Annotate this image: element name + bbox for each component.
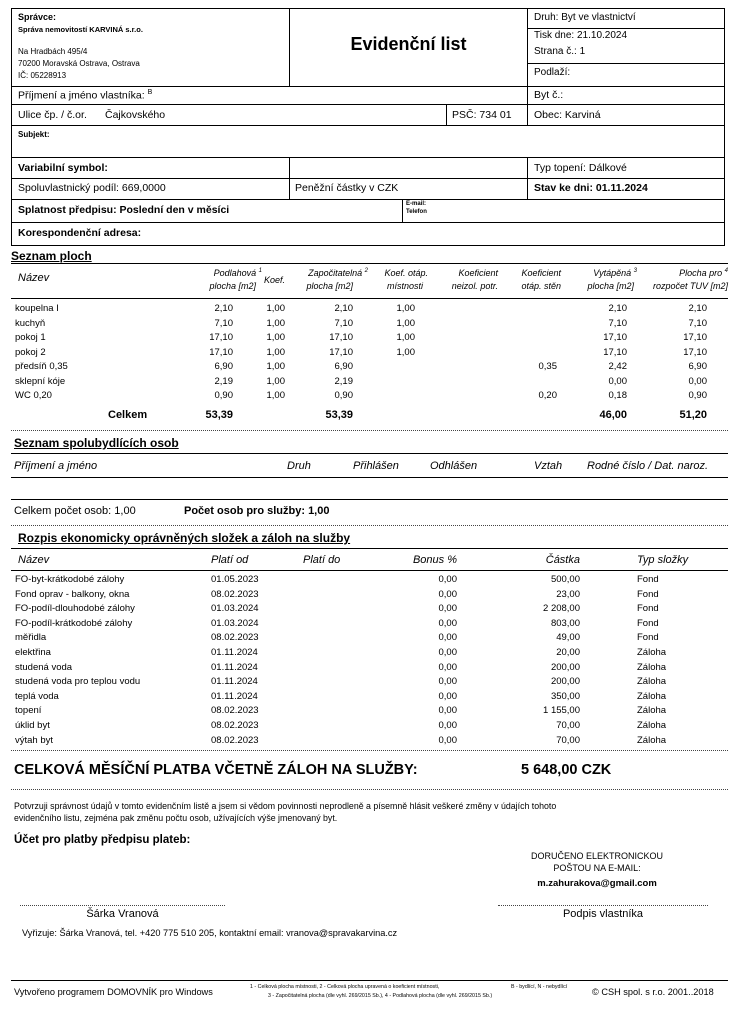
cell-service-name: FO-byt-krátkodobé zálohy: [15, 574, 125, 585]
cell-counted-area: 6,90: [334, 361, 353, 372]
services-row: [0, 704, 738, 719]
cell-floor-area: 17,10: [209, 346, 233, 358]
col-noninsulated-coef-1: Koeficient: [458, 268, 498, 278]
services-section-title: Rozpis ekonomicky oprávněných složek a záloh na služby: [18, 531, 351, 545]
cell-service-name: studená voda: [15, 661, 73, 673]
services-row: [0, 617, 738, 632]
cell-name: pokoj 1: [15, 332, 46, 343]
col-person-type: Druh: [287, 460, 311, 472]
areas-total-row: [0, 407, 738, 425]
services-row: [0, 602, 738, 617]
page-number: Strana č.: 1: [534, 46, 586, 57]
confirmation-line-2: evidenčního listu, zejména pak změnu počtu osob, užívajících výše jmenovaný byt.: [14, 813, 338, 823]
areas-row: [0, 375, 738, 390]
state-date: Stav ke dni: 01.11.2024: [534, 182, 648, 194]
occupants-section-title: Seznam spolubydlících osob: [14, 436, 179, 450]
col-tuv-area-2: rozpočet TUV [m2]: [652, 281, 728, 291]
cell-name: pokoj 2: [15, 346, 46, 358]
cell-name: předsíň 0,35: [15, 361, 68, 372]
cell-counted-area: 0,90: [334, 390, 353, 401]
cell-heated-area: 2,42: [608, 361, 627, 372]
services-row: [0, 588, 738, 603]
areas-table-header: [0, 266, 738, 298]
copyright: © CSH spol. s r.o. 2001..2018: [592, 987, 714, 997]
payment-account-label: Účet pro platby předpisu plateb:: [14, 834, 191, 846]
cell-bonus: 0,00: [438, 617, 457, 629]
cell-coef: 1,00: [266, 346, 285, 358]
cell-name: koupelna I: [15, 303, 59, 314]
cell-item-type: Záloha: [637, 705, 667, 717]
total-payment-value: 5 648,00 CZK: [521, 762, 612, 778]
col-relation: Vztah: [534, 460, 563, 472]
spravce-label: Správce:: [18, 12, 57, 22]
cell-valid-from: 01.03.2024: [211, 603, 259, 615]
cell-valid-from: 01.11.2024: [211, 647, 258, 658]
occupants-header: [0, 458, 738, 474]
col-heated-area-1: Vytápěná $^3$: [593, 268, 637, 278]
footnote-1: 1 - Celková plocha místnosti, 2 - Celková plocha upravená o koeficient místnosti,: [250, 984, 440, 990]
cell-bonus: 0,00: [438, 720, 457, 731]
cell-item-type: Záloha: [637, 661, 667, 673]
cell-counted-area: 2,19: [334, 375, 353, 387]
col-heating-coef-1: Koef. otáp.: [384, 268, 428, 278]
cell-floor-area: 2,19: [214, 375, 233, 387]
areas-total-counted: 53,39: [325, 409, 353, 421]
cell-amount: 23,00: [556, 588, 580, 600]
cell-valid-from: 08.02.2023: [211, 720, 259, 731]
cell-item-type: Záloha: [637, 720, 667, 731]
page-title: Evidenční list: [350, 34, 467, 54]
cell-heated-area: 0,18: [608, 390, 627, 401]
cell-valid-from: 08.02.2023: [211, 632, 259, 644]
col-wall-coef-2: otáp. stěn: [521, 281, 561, 291]
areas-row: [0, 389, 738, 404]
services-row: [0, 661, 738, 676]
col-noninsulated-coef-2: neizol. potr.: [451, 281, 498, 291]
areas-row: [0, 331, 738, 346]
delivery-email: m.zahurakova@gmail.com: [537, 878, 657, 889]
col-tuv-area-1: Plocha pro $^4$: [679, 268, 728, 278]
cell-wall-coef: 0,35: [538, 361, 557, 372]
cell-heated-area: 17,10: [603, 346, 627, 358]
tisk-date: Tisk dne: 21.10.2024: [534, 30, 628, 41]
col-birth-number: Rodné číslo / Dat. naroz.: [587, 460, 709, 472]
signer-name: Šárka Vranová: [86, 908, 159, 920]
areas-total-heated: 46,00: [599, 409, 627, 421]
cell-coef: 1,00: [266, 332, 285, 343]
owner-type-sup: B: [147, 89, 153, 96]
col-valid-to: Platí do: [303, 554, 341, 566]
cell-valid-from: 01.11.2024: [211, 690, 258, 702]
occupants-for-services: Počet osob pro služby: 1,00: [184, 505, 330, 517]
cell-item-type: Fond: [637, 574, 659, 585]
cell-heated-area: 2,10: [608, 303, 627, 314]
cell-heating-coef: 1,00: [396, 303, 415, 314]
cell-heating-coef: 1,00: [396, 346, 415, 358]
cell-bonus: 0,00: [438, 647, 457, 658]
cell-bonus: 0,00: [438, 632, 457, 644]
services-row: [0, 631, 738, 646]
occupants-total: Celkem počet osob: 1,00: [14, 505, 136, 517]
cell-heating-coef: 1,00: [396, 317, 415, 329]
col-floor-area-2: plocha [m2]: [209, 281, 256, 291]
spravce-name: Správa nemovitostí KARVINÁ s.r.o.: [18, 25, 143, 34]
cell-heated-area: 17,10: [603, 332, 627, 343]
cell-bonus: 0,00: [438, 603, 457, 615]
cell-bonus: 0,00: [438, 734, 457, 746]
services-row: [0, 646, 738, 661]
delivered-electronically-2: POŠTOU NA E-MAIL:: [553, 863, 641, 873]
footnote-owner-types: B - bydlící, N - nebydlící: [511, 984, 568, 990]
services-row: [0, 719, 738, 734]
due-date-rule: Splatnost předpisu: Poslední den v měsíci: [18, 204, 230, 216]
areas-row: [0, 302, 738, 317]
cell-coef: 1,00: [266, 375, 285, 387]
cell-tuv-area: 17,10: [683, 346, 707, 358]
areas-total-label: Celkem: [108, 409, 148, 421]
cell-counted-area: 17,10: [329, 332, 353, 343]
owner-name-label: Příjmení a jméno vlastníka: $^B$: [18, 89, 153, 102]
cell-valid-from: 08.02.2023: [211, 705, 259, 717]
cell-coef: 1,00: [266, 317, 285, 329]
cell-coef: 1,00: [266, 361, 285, 372]
confirmation-line-1: Potvrzuji správnost údajů v tomto evidenčním listě a jsem si vědom povinnosti neprodleně a písemně hlásit veškeré změny v údajích tohoto: [14, 801, 557, 811]
col-valid-from: Platí od: [211, 554, 249, 566]
cell-tuv-area: 17,10: [683, 332, 707, 343]
cell-tuv-area: 6,90: [688, 361, 707, 372]
areas-row: [0, 317, 738, 332]
cell-tuv-area: 0,90: [688, 390, 707, 401]
areas-section-title: Seznam ploch: [11, 249, 92, 263]
cell-counted-area: 7,10: [334, 317, 353, 329]
delivered-electronically-1: DORUČENO ELEKTRONICKOU: [530, 851, 664, 861]
col-name: Název: [18, 272, 50, 284]
cell-valid-from: 01.11.2024: [211, 676, 258, 688]
cell-service-name: FO-podíl-krátkodobé zálohy: [15, 617, 133, 629]
col-item-type: Typ složky: [637, 554, 689, 566]
cell-floor-area: 7,10: [214, 317, 233, 329]
cell-bonus: 0,00: [438, 705, 457, 717]
cell-bonus: 0,00: [438, 574, 457, 585]
col-wall-coef-1: Koeficient: [521, 268, 561, 278]
cell-item-type: Fond: [637, 617, 659, 629]
total-payment-label: CELKOVÁ MĚSÍČNÍ PLATBA VČETNĚ ZÁLOH NA SLUŽBY:: [14, 762, 418, 778]
cell-service-name: FO-podíl-dlouhodobé zálohy: [15, 603, 135, 615]
cell-bonus: 0,00: [438, 676, 457, 688]
correspondence-address-label: Korespondenční adresa:: [18, 227, 142, 239]
cell-coef: 1,00: [266, 390, 285, 401]
cell-service-name: topení: [15, 705, 42, 717]
col-counted-area-2: plocha [m2]: [306, 281, 353, 291]
program-credit: Vytvořeno programem DOMOVNÍK pro Windows: [14, 987, 213, 997]
phone-label: Telefon: [406, 209, 427, 215]
street-value: Čajkovského: [105, 109, 166, 121]
areas-total-tuv: 51,20: [679, 409, 707, 421]
col-person-name: Příjmení a jméno: [14, 460, 98, 472]
cell-amount: 200,00: [550, 661, 580, 673]
cell-service-name: teplá voda: [15, 690, 59, 702]
cell-valid-from: 08.02.2023: [211, 734, 259, 746]
cell-wall-coef: 0,20: [538, 390, 557, 401]
spravce-ic: IČ: 05228913: [18, 71, 67, 80]
col-registered: Přihlášen: [353, 460, 399, 472]
services-row: [0, 734, 738, 749]
cell-service-name: výtah byt: [15, 734, 54, 746]
ownership-share: Spoluvlastnický podíl: 669,0000: [18, 182, 166, 194]
cell-amount: 1 155,00: [543, 705, 580, 717]
cell-item-type: Fond: [637, 603, 659, 615]
cell-service-name: úklid byt: [15, 720, 50, 731]
cell-name: kuchyň: [15, 317, 46, 329]
cell-item-type: Záloha: [637, 647, 667, 658]
handled-by: Vyřizuje: Šárka Vranová, tel. +420 775 510 205, kontaktní email: vranova@spravakarvina.cz: [22, 928, 398, 938]
cell-item-type: Záloha: [637, 690, 667, 702]
cell-amount: 49,00: [556, 632, 580, 644]
currency-note: Peněžní částky v CZK: [295, 182, 399, 194]
cell-heating-coef: 1,00: [396, 332, 415, 343]
cell-amount: 70,00: [556, 720, 580, 731]
col-unregistered: Odhlášen: [430, 460, 478, 472]
services-header: [0, 553, 738, 569]
col-floor-area-1: Podlahová $^1$: [213, 268, 262, 278]
cell-tuv-area: 2,10: [688, 303, 707, 314]
cell-valid-from: 01.05.2023: [211, 574, 259, 585]
services-row: [0, 573, 738, 588]
cell-service-name: měřidla: [15, 632, 47, 644]
cell-amount: 20,00: [556, 647, 580, 658]
cell-amount: 70,00: [556, 734, 580, 746]
col-counted-area-1: Započitatelná $^2$: [308, 268, 368, 278]
cell-valid-from: 01.03.2024: [211, 617, 259, 629]
cell-amount: 500,00: [550, 574, 580, 585]
obec-value: Obec: Karviná: [534, 109, 601, 121]
druh-value: Druh: Byt ve vlastnictví: [534, 12, 636, 23]
cell-amount: 2 208,00: [543, 603, 580, 615]
cell-counted-area: 17,10: [329, 346, 353, 358]
col-heating-coef-2: místnosti: [386, 281, 423, 291]
col-service-name: Název: [18, 554, 50, 566]
cell-bonus: 0,00: [438, 661, 457, 673]
cell-valid-from: 08.02.2023: [211, 588, 259, 600]
cell-bonus: 0,00: [438, 690, 457, 702]
cell-floor-area: 0,90: [214, 390, 233, 401]
variable-symbol-label: Variabilní symbol:: [18, 162, 108, 174]
cell-valid-from: 01.11.2024: [211, 661, 258, 673]
areas-row: [0, 360, 738, 375]
col-amount: Částka: [545, 554, 580, 566]
areas-row: [0, 346, 738, 361]
cell-item-type: Fond: [637, 632, 659, 644]
psc-value: PSČ: 734 01: [452, 109, 512, 121]
owner-signature-label: Podpis vlastníka: [562, 908, 644, 920]
col-heated-area-2: plocha [m2]: [587, 281, 634, 291]
footnote-2: 3 - Započitatelná plocha (dle vyhl. 269/2015 Sb.), 4 - Podlahová plocha (dle vyhl. 269/2015 Sb.): [268, 993, 493, 999]
cell-item-type: Záloha: [637, 676, 667, 688]
cell-amount: 350,00: [550, 690, 580, 702]
street-label: Ulice čp. / č.or.: [18, 109, 87, 121]
col-coef: Koef.: [264, 275, 286, 285]
cell-name: WC 0,20: [15, 390, 52, 401]
heating-type: Typ topení: Dálkové: [534, 162, 627, 174]
subjekt-label: Subjekt:: [18, 130, 50, 139]
cell-service-name: Fond oprav - balkony, okna: [15, 588, 130, 600]
cell-item-type: Záloha: [637, 734, 667, 746]
services-row: [0, 690, 738, 705]
cell-amount: 803,00: [550, 617, 580, 629]
cell-heated-area: 7,10: [608, 317, 627, 329]
areas-total-floor: 53,39: [205, 409, 233, 421]
cell-counted-area: 2,10: [334, 303, 353, 314]
cell-item-type: Fond: [637, 588, 659, 600]
cell-tuv-area: 7,10: [688, 317, 707, 329]
cell-heated-area: 0,00: [608, 375, 627, 387]
cell-service-name: elektřina: [15, 647, 51, 658]
cell-tuv-area: 0,00: [688, 375, 707, 387]
spravce-address-2: 70200 Moravská Ostrava, Ostrava: [18, 59, 140, 68]
cell-bonus: 0,00: [438, 588, 457, 600]
cell-service-name: studená voda pro teplou vodu: [15, 676, 141, 688]
cell-floor-area: 2,10: [214, 303, 233, 314]
cell-name: sklepní kóje: [15, 375, 66, 387]
spravce-address-1: Na Hradbách 495/4: [18, 47, 88, 56]
cell-floor-area: 17,10: [209, 332, 233, 343]
email-label: E-mail:: [406, 201, 427, 207]
cell-amount: 200,00: [550, 676, 580, 688]
byt-number-label: Byt č.:: [534, 89, 564, 101]
podlazi-label: Podlaží:: [534, 67, 571, 78]
services-row: [0, 675, 738, 690]
cell-floor-area: 6,90: [214, 361, 233, 372]
cell-coef: 1,00: [266, 303, 285, 314]
col-bonus: Bonus %: [412, 554, 457, 566]
